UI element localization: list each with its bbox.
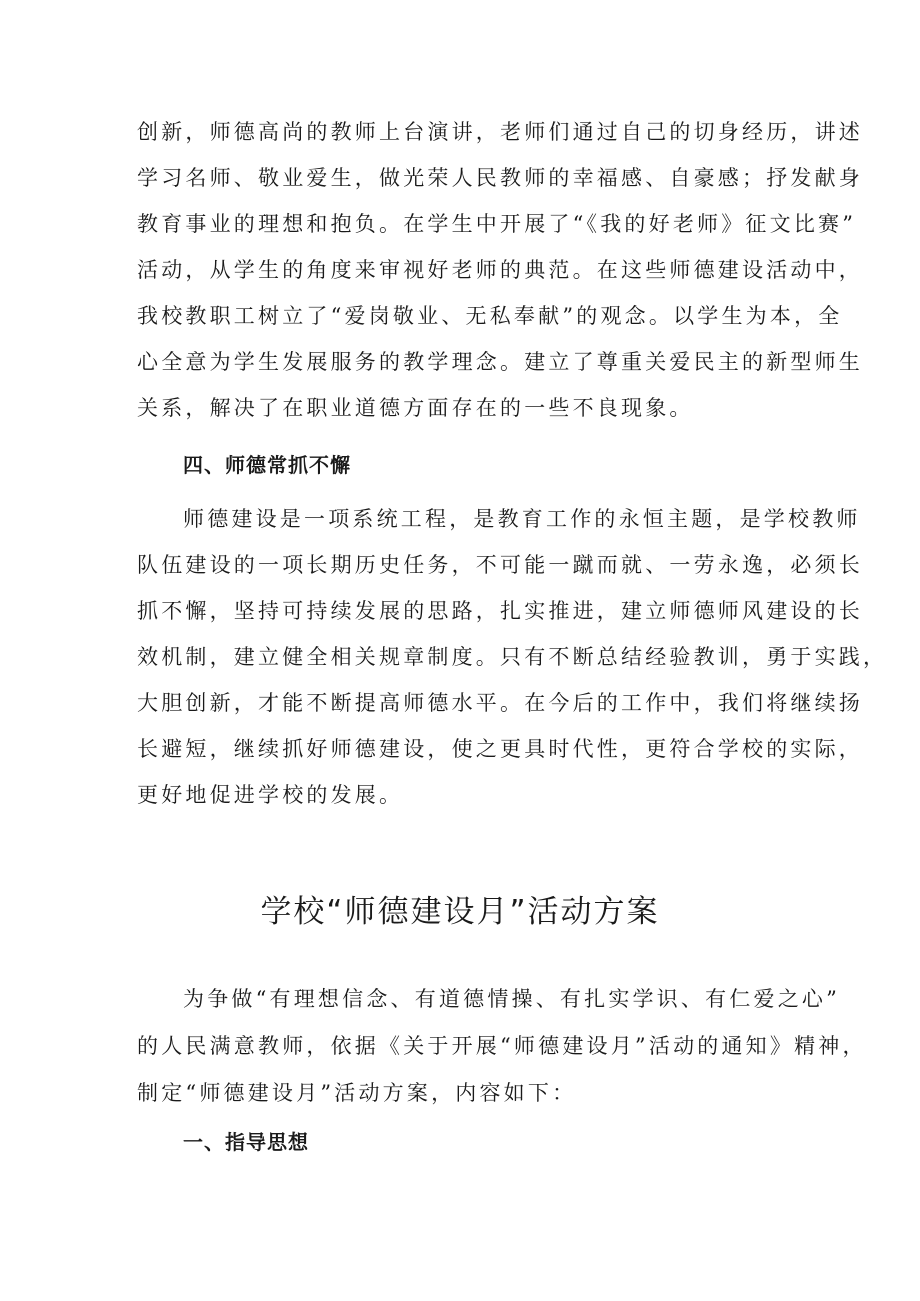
section-heading: 四、师德常抓不懈	[183, 453, 351, 477]
paragraph-line: 更好地促进学校的发展。	[137, 783, 404, 807]
paragraph-line: 队伍建设的一项长期历史任务，不可能一蹴而就、一劳永逸，必须长	[137, 553, 863, 577]
paragraph-line: 心全意为学生发展服务的教学理念。建立了尊重关爱民主的新型师生	[137, 350, 863, 374]
paragraph-line: 效机制，建立健全相关规章制度。只有不断总结经验教训，勇于实践，	[137, 645, 888, 669]
paragraph-line: 制定“师德建设月”活动方案，内容如下：	[137, 1081, 577, 1105]
paragraph-line: 师德建设是一项系统工程，是教育工作的永恒主题，是学校教师	[183, 507, 861, 531]
paragraph-line: 长避短，继续抓好师德建设，使之更具时代性，更符合学校的实际，	[137, 737, 863, 761]
paragraph-line: 关系，解决了在职业道德方面存在的一些不良现象。	[137, 396, 694, 420]
paragraph-line: 为争做“有理想信念、有道德情操、有扎实学识、有仁爱之心”	[183, 987, 841, 1011]
paragraph-line: 我校教职工树立了“爱岗敬业、无私奉献”的观念。以学生为本，全	[137, 304, 843, 328]
paragraph-line: 大胆创新，才能不断提高师德水平。在今后的工作中，我们将继续扬	[137, 691, 863, 715]
document-title: 学校“师德建设月”活动方案	[260, 894, 660, 930]
paragraph-line: 创新，师德高尚的教师上台演讲，老师们通过自己的切身经历，讲述	[137, 120, 863, 144]
paragraph-line: 抓不懈，坚持可持续发展的思路，扎实推进，建立师德师风建设的长	[137, 599, 863, 623]
paragraph-line: 的人民满意教师，依据《关于开展“师德建设月”活动的通知》精神，	[137, 1034, 867, 1058]
section-heading: 一、指导思想	[183, 1130, 309, 1154]
paragraph-line: 活动，从学生的角度来审视好老师的典范。在这些师德建设活动中，	[137, 258, 863, 282]
paragraph-line: 教育事业的理想和抱负。在学生中开展了“《我的好老师》征文比赛”	[137, 212, 857, 236]
paragraph-line: 学习名师、敬业爱生，做光荣人民教师的幸福感、自豪感；抒发献身	[137, 166, 863, 190]
